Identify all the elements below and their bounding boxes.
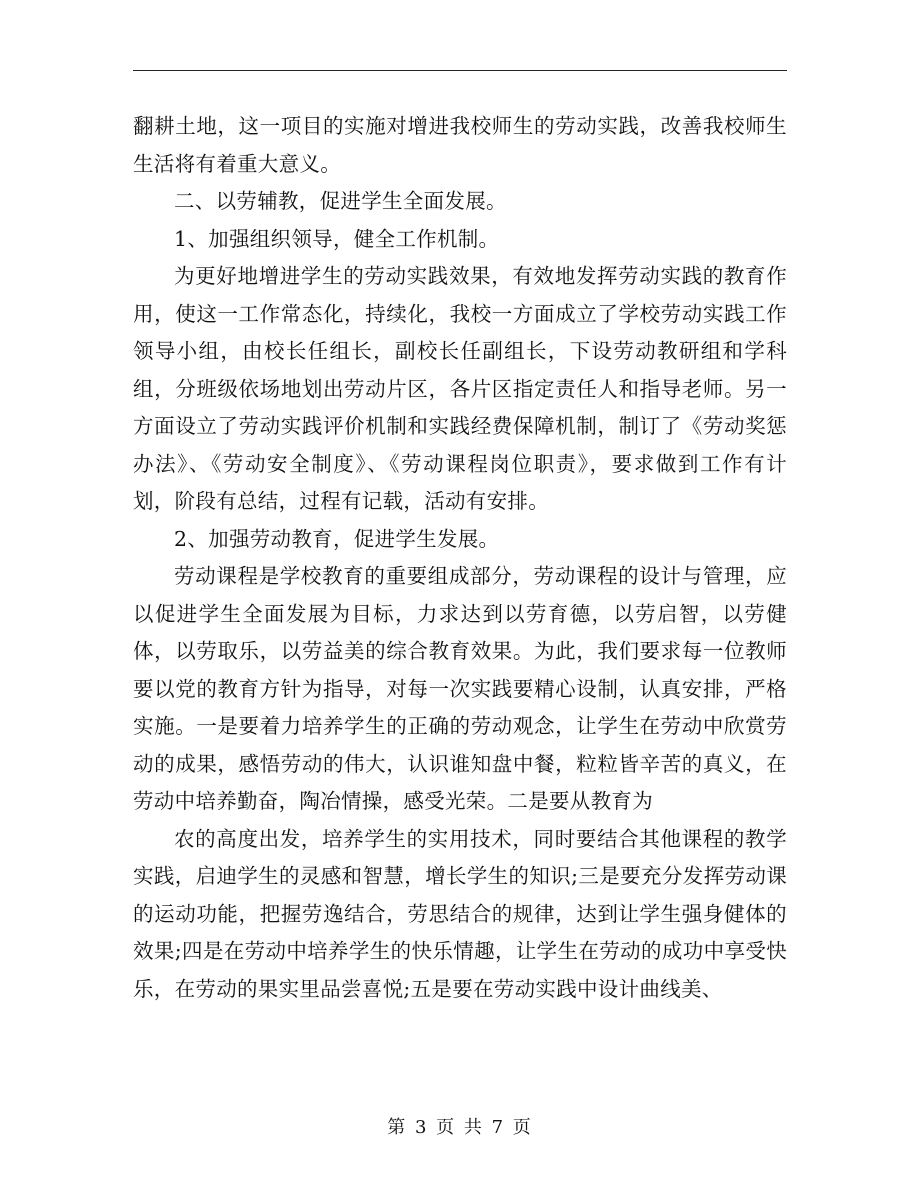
- subheading-2: 2、加强劳动教育，促进学生发展。: [174, 526, 500, 551]
- paragraph-organization: 为更好地增进学生的劳动实践效果，有效地发挥劳动实践的教育作用，使这一工作常态化，持续化，我校一方面成立了学校劳动实践工作领导小组，由校长任组长，副校长任副组长，下设劳动教研组和学科组，分班级依场地划出劳动片区，各片区指定责任人和指导老师。另一方面设立了劳动实践评价机制和实践经费保障机制，制订了《劳动奖惩办法》、《劳动安全制度》、《劳动课程岗位职责》，要求做到工作有计划，阶段有总结，过程有记载，活动有安排。: [133, 264, 787, 513]
- section-heading-2: 二、以劳辅教，促进学生全面发展。: [174, 189, 507, 213]
- paragraph-practical-skills: 农的高度出发，培养学生的实用技术，同时要结合其他课程的教学实践，启迪学生的灵感和智慧，增长学生的知识;三是要充分发挥劳动课的运动功能，把握劳逸结合，劳思结合的规律，达到让学生强身健体的效果;四是在劳动中培养学生的快乐情趣，让学生在劳动的成功中享受快乐，在劳动的果实里品尝喜悦;五是要在劳动实践中设计曲线美、: [133, 826, 787, 1001]
- subheading-1: 1、加强组织领导，健全工作机制。: [174, 226, 500, 251]
- document-body: [133, 108, 787, 1008]
- page-footer: 第 3 页 共 7 页: [387, 1117, 533, 1138]
- paragraph-1: 翻耕土地，这一项目的实施对增进我校师生的劳动实践，改善我校师生生活将有着重大意义。: [133, 114, 787, 176]
- paragraph-labor-course: 劳动课程是学校教育的重要组成部分，劳动课程的设计与管理，应以促进学生全面发展为目标，力求达到以劳育德，以劳启智，以劳健体，以劳取乐，以劳益美的综合教育效果。为此，我们要求每一位教师要以党的教育方针为指导，对每一次实践要精心设制，认真安排，严格实施。一是要着力培养学生的正确的劳动观念，让学生在劳动中欣赏劳动的成果，感悟劳动的伟大，认识谁知盘中餐，粒粒皆辛苦的真义，在劳动中培养勤奋，陶冶情操，感受光荣。二是要从教育为: [133, 564, 787, 813]
- header-rule: [133, 70, 787, 71]
